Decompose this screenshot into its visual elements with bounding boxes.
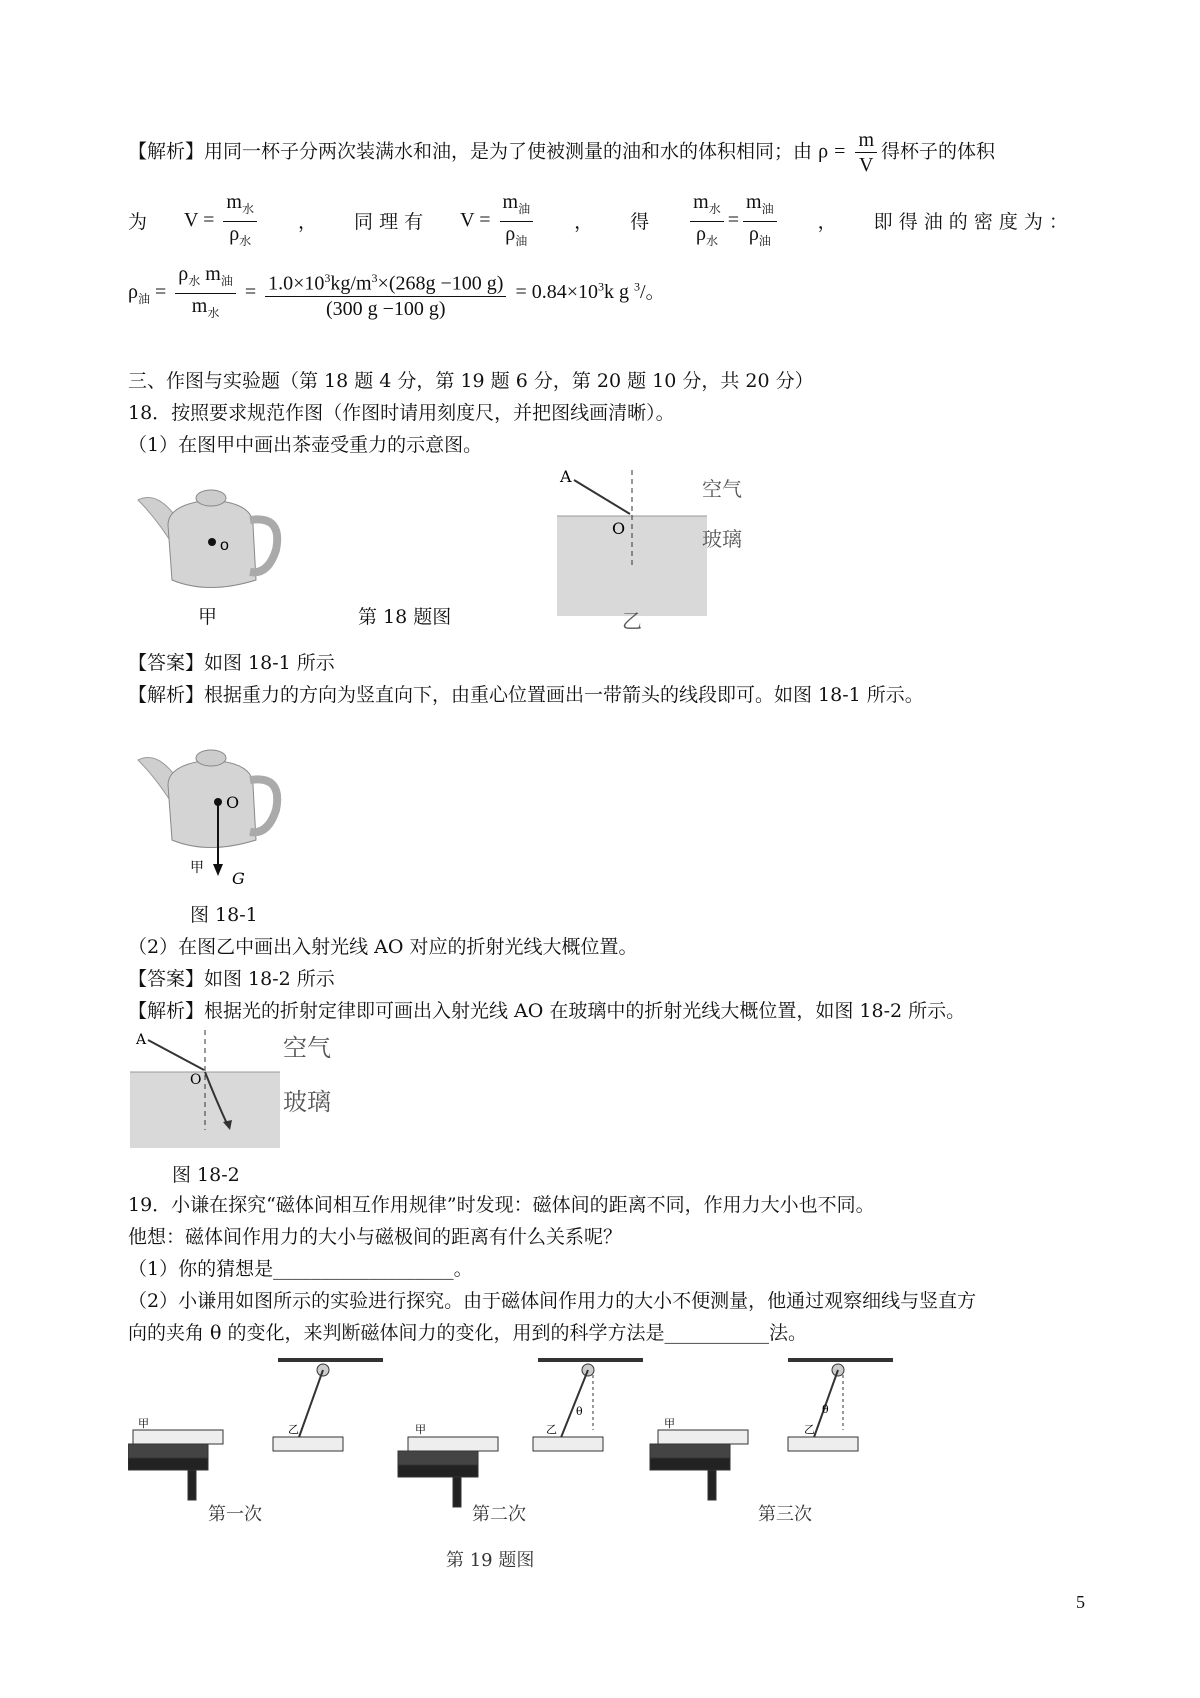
result-unit: k g	[604, 281, 629, 304]
refraction-figure	[552, 468, 752, 638]
fig-jia-label: 甲	[198, 606, 218, 628]
result: = 0.84×10	[515, 281, 598, 304]
q19-stem2: 他想：磁体间作用力的大小与磁极间的距离有什么关系呢？	[128, 1226, 623, 1248]
eq-ratio: $\frac{m_水}{\rho_水}$ = $\frac{m_油}{\rho_油}$	[686, 190, 780, 253]
num-rest: ×(268g −100 g)	[377, 272, 504, 295]
eq-V-water	[184, 190, 261, 253]
q19-stem: 19．小谦在探究“磁体间相互作用规律”时发现：磁体间的距离不同，作用力大小也不同。	[128, 1194, 875, 1216]
rho-oil: ρ	[128, 281, 138, 304]
label-G: G	[232, 869, 245, 888]
teapot-figure	[128, 480, 288, 610]
sub-oil: 油	[518, 202, 531, 216]
label-glass: 玻璃	[702, 527, 742, 551]
trial2	[398, 1360, 643, 1507]
trial1	[128, 1360, 383, 1500]
svg-text:乙: 乙	[546, 1423, 557, 1436]
q18-analysis1: 【解析】根据重力的方向为竖直向下，由重心位置画出一带箭头的线段即可。如图 18-1 所示。	[128, 684, 924, 706]
denominator-V: V	[858, 154, 874, 176]
svg-text:玻璃: 玻璃	[283, 1088, 331, 1116]
oil-density-formula: $\rho_油$ = $\frac{\rho_水 m_油}{m_水}$ = $\frac{1.0\times 10^3kg/m^3\times(268g -100 g)}{(300 g -100 g)}$ = $0.84\times 10^3k$ g $^3$/。	[128, 263, 666, 320]
label-O: O	[612, 519, 626, 538]
svg-text:A: A	[136, 1032, 147, 1048]
m-water: m	[226, 191, 242, 213]
q19-part2b: 向的夹角 θ 的变化，来判断磁体间力的变化，用到的科学方法是___________法。	[128, 1322, 808, 1344]
svg-text:甲: 甲	[664, 1417, 675, 1430]
fraction-m-over-V	[855, 128, 877, 177]
trial2-label: 第二次	[472, 1504, 526, 1525]
svg-text:空气: 空气	[283, 1034, 331, 1062]
trial1-label: 第一次	[208, 1504, 262, 1525]
label-yi: 乙	[622, 609, 642, 633]
analysis-text-tail: 得杯子的体积	[881, 140, 996, 163]
rho-symbol: ρ	[818, 140, 829, 163]
text-de: 得	[630, 210, 650, 233]
glass-block	[557, 516, 707, 616]
section-title: 三、作图与实验题（第 18 题 4 分，第 19 题 6 分，第 20 题 10 分，共 20 分）	[128, 370, 814, 392]
page-number: 5	[1076, 1592, 1085, 1612]
trial3-label: 第三次	[758, 1504, 812, 1525]
big-fraction: $\frac{1.0\times 10^3kg/m^3\times(268g -100 g)}{(300 g -100 g)}$	[265, 266, 506, 321]
label-air: 空气	[702, 477, 742, 501]
svg-text:O: O	[190, 1072, 202, 1088]
analysis-density-line1	[128, 128, 995, 177]
text-jide: 即 得 油 的 密 度 为 ：	[873, 210, 1068, 233]
numerator-m: m	[855, 128, 877, 153]
text-wei: 为	[128, 210, 148, 233]
comma: ，	[298, 210, 318, 233]
svg-text:乙: 乙	[804, 1423, 815, 1436]
num-exp: 3	[324, 271, 331, 286]
fraction-mwater-rhowater: $\frac{m_水}{\rho_水}$	[223, 190, 257, 253]
fig18-2	[128, 1030, 358, 1150]
q19-part1: （1）你的猜想是___________________。	[128, 1258, 473, 1280]
analysis-text: 用同一杯子分两次装满水和油，是为了使被测量的油和水的体积相同；由	[204, 140, 813, 163]
fig181-caption: 图 18-1	[190, 904, 258, 926]
q18-part1: （1）在图甲中画出茶壶受重力的示意图。	[128, 434, 483, 456]
eq-V-oil: V = $\frac{m_油}{\rho_油}$	[460, 190, 537, 253]
q19-part2a: （2）小谦用如图所示的实验进行探究。由于磁体间作用力的大小不便测量，他通过观察细线与竖直方	[128, 1290, 977, 1312]
q18-analysis2: 【解析】根据光的折射定律即可画出入射光线 AO 在玻璃中的折射光线大概位置，如图 18-2 所示。	[128, 1000, 966, 1022]
V-equals: V =	[184, 209, 215, 232]
label-yi-1: 乙	[288, 1423, 299, 1436]
q18-part2: （2）在图乙中画出入射光线 AO 对应的折射光线大概位置。	[128, 936, 638, 958]
analysis-density-line2: 为 V = $\frac{m_水}{\rho_水}$ ， 同 理 有 V = $\frac{m_油}{\rho_油}$ ， 得 $\frac{m_水}{\rho_水}$ = $\frac{m_油}{\rho_油}$ ， 即 得 油 的 密 度 为 ：	[128, 190, 1068, 253]
label-o: o	[220, 537, 229, 554]
svg-text:θ: θ	[822, 1403, 829, 1416]
trial3	[650, 1360, 893, 1500]
text-tongli: 同 理 有	[354, 210, 424, 233]
den: (300 g −100 g)	[325, 297, 446, 320]
sub-water: 水	[241, 202, 254, 216]
center-dot	[208, 538, 216, 546]
fig181-jia: 甲	[190, 860, 204, 876]
fig182-caption: 图 18-2	[172, 1164, 240, 1186]
num-coef: 1.0×10	[268, 272, 325, 295]
q18-answer2: 【答案】如图 18-2 所示	[128, 968, 335, 990]
label-A: A	[560, 468, 572, 486]
q18-answer1: 【答案】如图 18-1 所示	[128, 652, 335, 674]
num-unit: kg/m	[330, 272, 372, 295]
label-theta-2: θ	[576, 1405, 583, 1418]
m-oil: m	[502, 191, 519, 213]
fig18-1	[128, 740, 308, 890]
rho-water: ρ	[229, 223, 240, 245]
result-tail: /。	[640, 281, 666, 304]
fig18-title: 第 18 题图	[358, 606, 452, 628]
result-exp: 3	[598, 279, 604, 294]
incident-ray	[574, 480, 630, 514]
equals-sign: =	[834, 140, 846, 163]
label-jia-1: 甲	[138, 1417, 149, 1430]
teapot-lid	[196, 490, 226, 506]
svg-text:O: O	[226, 793, 240, 812]
q18-stem: 18．按照要求规范作图（作图时请用刻度尺，并把图线画清晰）。	[128, 402, 675, 424]
svg-text:甲: 甲	[415, 1423, 426, 1436]
analysis-tag: 【解析】	[128, 140, 205, 163]
fig19-title: 第 19 题图	[446, 1550, 535, 1571]
